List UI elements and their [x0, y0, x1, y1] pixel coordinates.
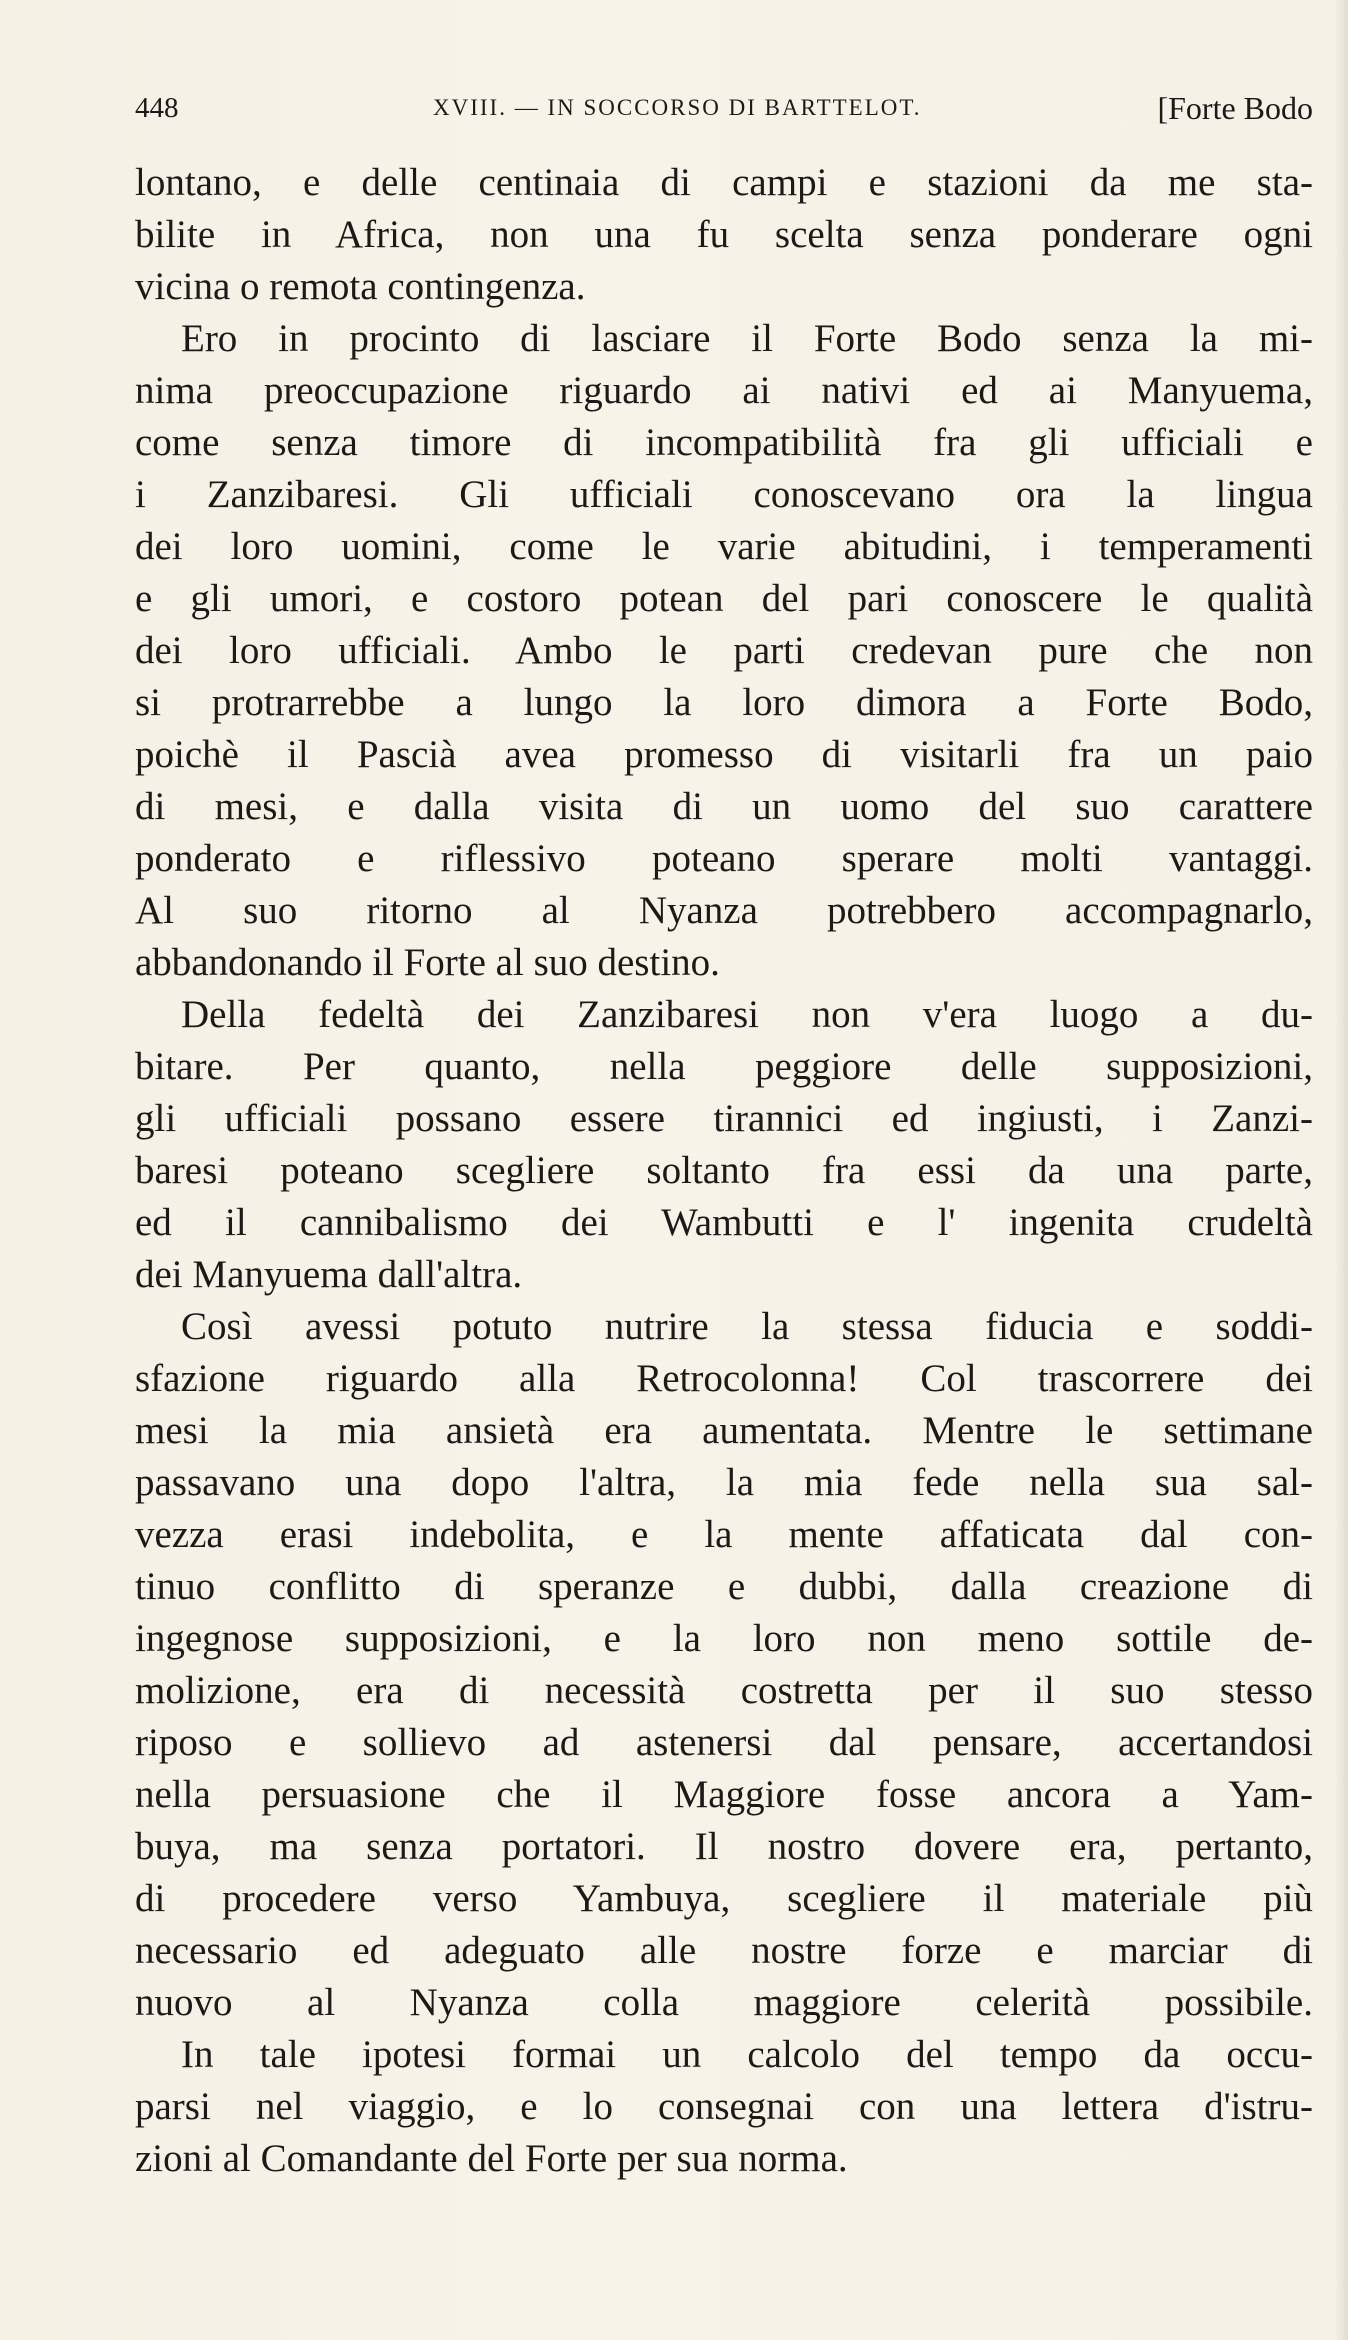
text-line: dei loro ufficiali. Ambo le parti credevan pure che non — [135, 629, 1313, 672]
text-line: mesi la mia ansietà era aumentata. Mentre le settimane — [135, 1409, 1313, 1452]
page-number: 448 — [135, 92, 179, 124]
text-line: gli ufficiali possano essere tirannici ed ingiusti, i Zanzi- — [135, 1097, 1313, 1140]
text-line: Della fedeltà dei Zanzibaresi non v'era luogo a du- — [181, 993, 1313, 1036]
text-line: lontano, e delle centinaia di campi e stazioni da me sta- — [135, 161, 1313, 204]
page-edge-shadow — [1334, 0, 1348, 2340]
text-line: Al suo ritorno al Nyanza potrebbero accompagnarlo, — [135, 889, 1313, 932]
text-line: passavano una dopo l'altra, la mia fede nella sua sal- — [135, 1461, 1313, 1504]
text-line: Così avessi potuto nutrire la stessa fiducia e soddi- — [181, 1305, 1313, 1348]
text-line: ingegnose supposizioni, e la loro non meno sottile de- — [135, 1617, 1313, 1660]
text-line: ed il cannibalismo dei Wambutti e l' ingenita crudeltà — [135, 1201, 1313, 1244]
text-line: sfazione riguardo alla Retrocolonna! Col trascorrere dei — [135, 1357, 1313, 1400]
text-line: molizione, era di necessità costretta per il suo stesso — [135, 1669, 1313, 1712]
text-line: parsi nel viaggio, e lo consegnai con una lettera d'istru- — [135, 2085, 1313, 2128]
text-line: nima preoccupazione riguardo ai nativi ed ai Manyuema, — [135, 369, 1313, 412]
text-line: vicina o remota contingenza. — [135, 265, 586, 308]
text-line: di procedere verso Yambuya, scegliere il materiale più — [135, 1877, 1313, 1920]
text-line: necessario ed adeguato alle nostre forze e marciar di — [135, 1929, 1313, 1972]
text-line: e gli umori, e costoro potean del pari conoscere le qualità — [135, 577, 1313, 620]
section-label: [Forte Bodo — [1157, 90, 1313, 126]
text-line: abbandonando il Forte al suo destino. — [135, 941, 720, 984]
text-line: tinuo conflitto di speranze e dubbi, dalla creazione di — [135, 1565, 1313, 1608]
text-line: come senza timore di incompatibilità fra gli ufficiali e — [135, 421, 1313, 464]
text-line: baresi poteano scegliere soltanto fra essi da una parte, — [135, 1149, 1313, 1192]
text-line: Ero in procinto di lasciare il Forte Bodo senza la mi- — [181, 317, 1313, 360]
text-line: i Zanzibaresi. Gli ufficiali conoscevano ora la lingua — [135, 473, 1313, 516]
text-line: riposo e sollievo ad astenersi dal pensare, accertandosi — [135, 1721, 1313, 1764]
text-line: dei loro uomini, come le varie abitudini, i temperamenti — [135, 525, 1313, 568]
text-line: In tale ipotesi formai un calcolo del tempo da occu- — [181, 2033, 1313, 2076]
text-line: bilite in Africa, non una fu scelta senza ponderare ogni — [135, 213, 1313, 256]
running-header — [135, 86, 1313, 130]
body-text — [135, 157, 1313, 2185]
text-line: di mesi, e dalla visita di un uomo del suo carattere — [135, 785, 1313, 828]
text-line: zioni al Comandante del Forte per sua norma. — [135, 2137, 848, 2180]
text-line: nuovo al Nyanza colla maggiore celerità possibile. — [135, 1981, 1313, 2024]
text-line: dei Manyuema dall'altra. — [135, 1253, 523, 1296]
text-line: bitare. Per quanto, nella peggiore delle supposizioni, — [135, 1045, 1313, 1088]
text-line: buya, ma senza portatori. Il nostro dovere era, pertanto, — [135, 1825, 1313, 1868]
text-line: ponderato e riflessivo poteano sperare molti vantaggi. — [135, 837, 1313, 880]
text-line: si protrarrebbe a lungo la loro dimora a Forte Bodo, — [135, 681, 1313, 724]
text-line: nella persuasione che il Maggiore fosse ancora a Yam- — [135, 1773, 1313, 1816]
text-line: vezza erasi indebolita, e la mente affaticata dal con- — [135, 1513, 1313, 1556]
running-title: XVIII. — IN SOCCORSO DI BARTTELOT. — [433, 95, 922, 120]
text-line: poichè il Pascià avea promesso di visitarli fra un paio — [135, 733, 1313, 776]
